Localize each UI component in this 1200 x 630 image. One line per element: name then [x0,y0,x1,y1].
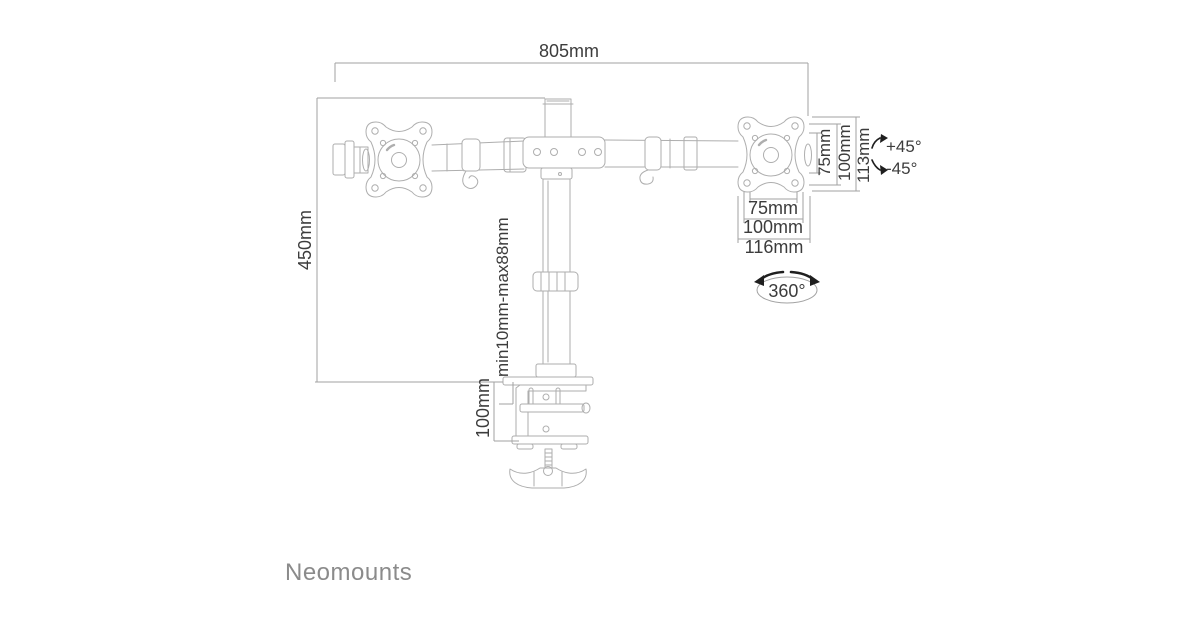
mount-drawing [333,99,812,488]
arm-right-segment [605,137,738,170]
center-hub [523,99,605,179]
dim-vesa-vertical [809,117,873,191]
clamp-screw [545,449,552,468]
left-vesa-plate [366,122,432,197]
tilt-range [872,134,922,178]
dim-clamp-range-label: min10mm-max88mm [493,217,512,377]
cable-clip-left [462,139,480,189]
tilt-up-label: +45° [886,137,922,156]
dim-vesa-h116-label: 116mm [744,237,804,257]
desk-clamp [503,377,593,488]
right-plate-pivot [805,144,812,166]
pole [533,179,578,377]
dim-clamp-height [473,378,519,441]
dim-vesa-v75-label: 75mm [815,128,834,176]
dim-clamp-range [493,217,513,404]
dim-vesa-v113-label: 113mm [854,127,873,183]
clamp-knob [510,467,587,489]
dim-vesa-h100-label: 100mm [742,217,804,237]
dim-vesa-h75-label: 75mm [747,198,799,218]
dim-clamp-height-label: 100mm [473,377,493,438]
cable-clip-right [640,137,661,184]
dim-vesa-horizontal [738,192,810,257]
height-adjustment-collar [533,272,578,291]
dim-column-height-label: 450mm [295,209,315,271]
rotation-label: 360° [768,281,806,301]
rotation-360 [754,272,820,303]
tilt-down-label: -45° [886,159,918,178]
brand-logo: Neomounts [285,559,413,586]
right-vesa-plate [738,117,804,192]
dim-vesa-v100-label: 100mm [835,124,854,181]
dim-arm-span-label: 805mm [538,41,600,61]
left-arm-end-cap [333,141,370,178]
